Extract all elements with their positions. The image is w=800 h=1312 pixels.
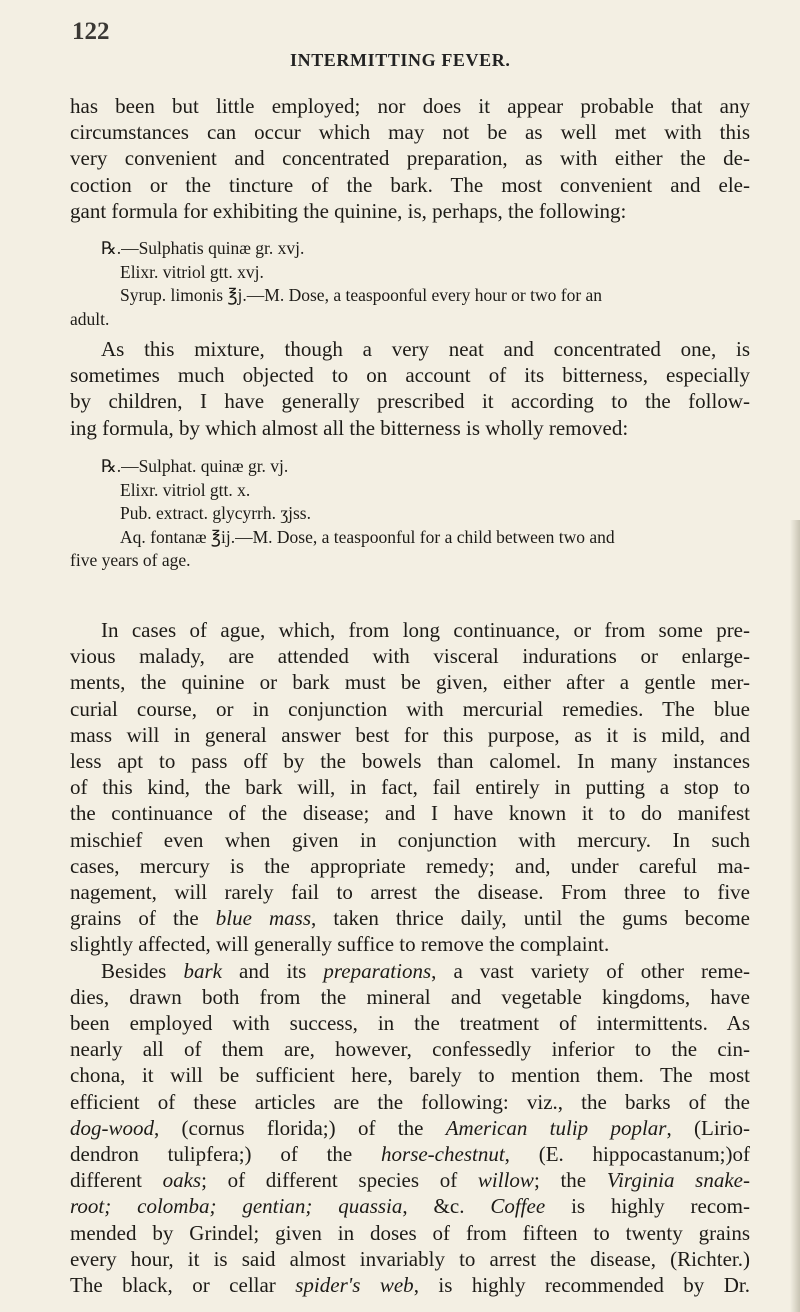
italic-term: root; colomba; gentian; quassia xyxy=(70,1194,403,1219)
text-line: mischief even when given in conjunction with mercury. In such xyxy=(70,827,750,852)
text-run: dendron tulipfera;) of the xyxy=(70,1142,382,1167)
text-line: cases, mercury is the appropriate remedy; and, under careful ma- xyxy=(70,853,750,878)
rx-line: Syrup. limonis ℥j.—M. Dose, a teaspoonful every hour or two for an xyxy=(120,285,603,305)
rx-line: Elixr. vitriol gtt. xvj. xyxy=(120,261,264,282)
prescription-1 xyxy=(70,237,750,331)
paragraph-1 xyxy=(70,93,750,224)
rx-line: adult. xyxy=(70,308,110,329)
text-line: circumstances can occur which may not be as well met with this xyxy=(70,120,750,145)
text-line: dies, drawn both from the mineral and vegetable kingdoms, have xyxy=(70,984,750,1009)
text-run: , is highly recommended by Dr. xyxy=(413,1273,750,1298)
text-line: nearly all of them are, however, confessedly inferior to the cin- xyxy=(70,1037,750,1062)
text-line: curial course, or in conjunction with mercurial remedies. The blue xyxy=(70,696,750,721)
text-run: different xyxy=(70,1168,163,1193)
paragraph-2 xyxy=(70,336,750,441)
text-run: is highly recom- xyxy=(545,1194,750,1219)
text-line: of this kind, the bark will, in fact, fail entirely in putting a stop to xyxy=(70,775,750,800)
text-line: very convenient and concentrated preparation, as with either the de- xyxy=(70,146,750,171)
text-line: sometimes much objected to on account of its bitterness, especially xyxy=(70,363,750,388)
text-line xyxy=(70,1272,750,1298)
text-line xyxy=(70,1193,750,1219)
text-line: less apt to pass off by the bowels than calomel. In many instances xyxy=(70,749,750,774)
text-line: In cases of ague, which, from long continuance, or from some pre- xyxy=(101,618,750,642)
italic-term: blue mass xyxy=(215,906,312,931)
italic-term: Coffee xyxy=(490,1194,546,1219)
text-line: nagement, will rarely fail to arrest the disease. From three to five xyxy=(70,880,750,905)
text-run: , (cornus florida;) of the xyxy=(154,1115,446,1140)
text-line: vious malady, are attended with visceral indurations or enlarge- xyxy=(70,644,750,669)
rx-line: Elixr. vitriol gtt. x. xyxy=(120,479,251,500)
page-edge-shadow xyxy=(790,520,800,1312)
text-line: mended by Grindel; given in doses of from fifteen to twenty grains xyxy=(70,1220,750,1245)
rx-line: Pub. extract. glycyrrh. ʒjss. xyxy=(120,503,311,523)
text-line: ing formula, by which almost all the bitterness is wholly removed: xyxy=(70,415,629,440)
text-run: , taken thrice daily, until the gums become xyxy=(311,906,751,931)
rx-line: Aq. fontanæ ℥ij.—M. Dose, a teaspoonful for a child between two and xyxy=(120,526,615,547)
text-run: grains of the xyxy=(70,906,199,931)
text-line xyxy=(70,958,750,984)
text-run: , a vast variety of other reme- xyxy=(431,958,751,983)
text-run: , (Lirio- xyxy=(666,1115,750,1140)
prescription-2 xyxy=(70,455,750,573)
text-run: ; of different species of xyxy=(201,1168,478,1193)
text-run: , &c. xyxy=(402,1194,491,1219)
text-line: gant formula for exhibiting the quinine, is, perhaps, the following: xyxy=(70,198,627,223)
italic-term: dog-wood xyxy=(70,1115,154,1140)
text-line: coction or the tincture of the bark. The most convenient and ele- xyxy=(70,172,750,197)
text-line: been employed with success, in the treatment of intermittents. As xyxy=(70,1011,750,1036)
text-run: , (E. hippocastanum;)of xyxy=(504,1142,750,1167)
rx-line: ℞.—Sulphat. quinæ gr. vj. xyxy=(101,456,289,476)
text-run: and its xyxy=(221,958,324,983)
text-line: ments, the quinine or bark must be given, either after a gentle mer- xyxy=(70,670,750,695)
text-line: has been but little employed; nor does it appear probable that any xyxy=(70,94,750,118)
text-line: the continuance of the disease; and I have known it to do manifest xyxy=(70,801,750,826)
text-line: every hour, it is said almost invariably to arrest the disease, (Richter.) xyxy=(70,1246,750,1271)
italic-term: bark xyxy=(183,958,222,983)
italic-term: willow xyxy=(477,1168,534,1193)
text-line xyxy=(70,905,750,931)
text-line: mass will in general answer best for this purpose, as it is mild, and xyxy=(70,722,750,747)
text-run: Besides xyxy=(101,958,184,983)
paragraph-3 xyxy=(70,617,750,1298)
italic-term: Virginia snake- xyxy=(606,1168,750,1193)
text-line: chona, it will be sufficient here, barely to mention them. The most xyxy=(70,1063,750,1088)
text-run: ; the xyxy=(533,1168,607,1193)
italic-term: horse-chestnut xyxy=(381,1142,505,1167)
text-line xyxy=(70,1115,750,1141)
text-line: efficient of these articles are the following: viz., the barks of the xyxy=(70,1089,750,1114)
italic-term: spider's web xyxy=(295,1273,414,1298)
italic-term: American tulip poplar xyxy=(445,1115,667,1140)
page-number: 122 xyxy=(72,18,110,45)
italic-term: preparations xyxy=(323,958,432,983)
text-line xyxy=(70,1167,750,1193)
running-title: INTERMITTING FEVER. xyxy=(290,50,511,70)
text-line xyxy=(70,1141,750,1167)
text-run: The black, or cellar xyxy=(70,1273,296,1298)
text-line: slightly affected, will generally suffice to remove the complaint. xyxy=(70,932,610,957)
text-line: by children, I have generally prescribed it according to the follow- xyxy=(70,389,750,414)
rx-line: ℞.—Sulphatis quinæ gr. xvj. xyxy=(101,238,305,258)
rx-line: five years of age. xyxy=(70,550,191,570)
text-line: As this mixture, though a very neat and concentrated one, is xyxy=(101,337,750,361)
italic-term: oaks xyxy=(162,1168,202,1193)
